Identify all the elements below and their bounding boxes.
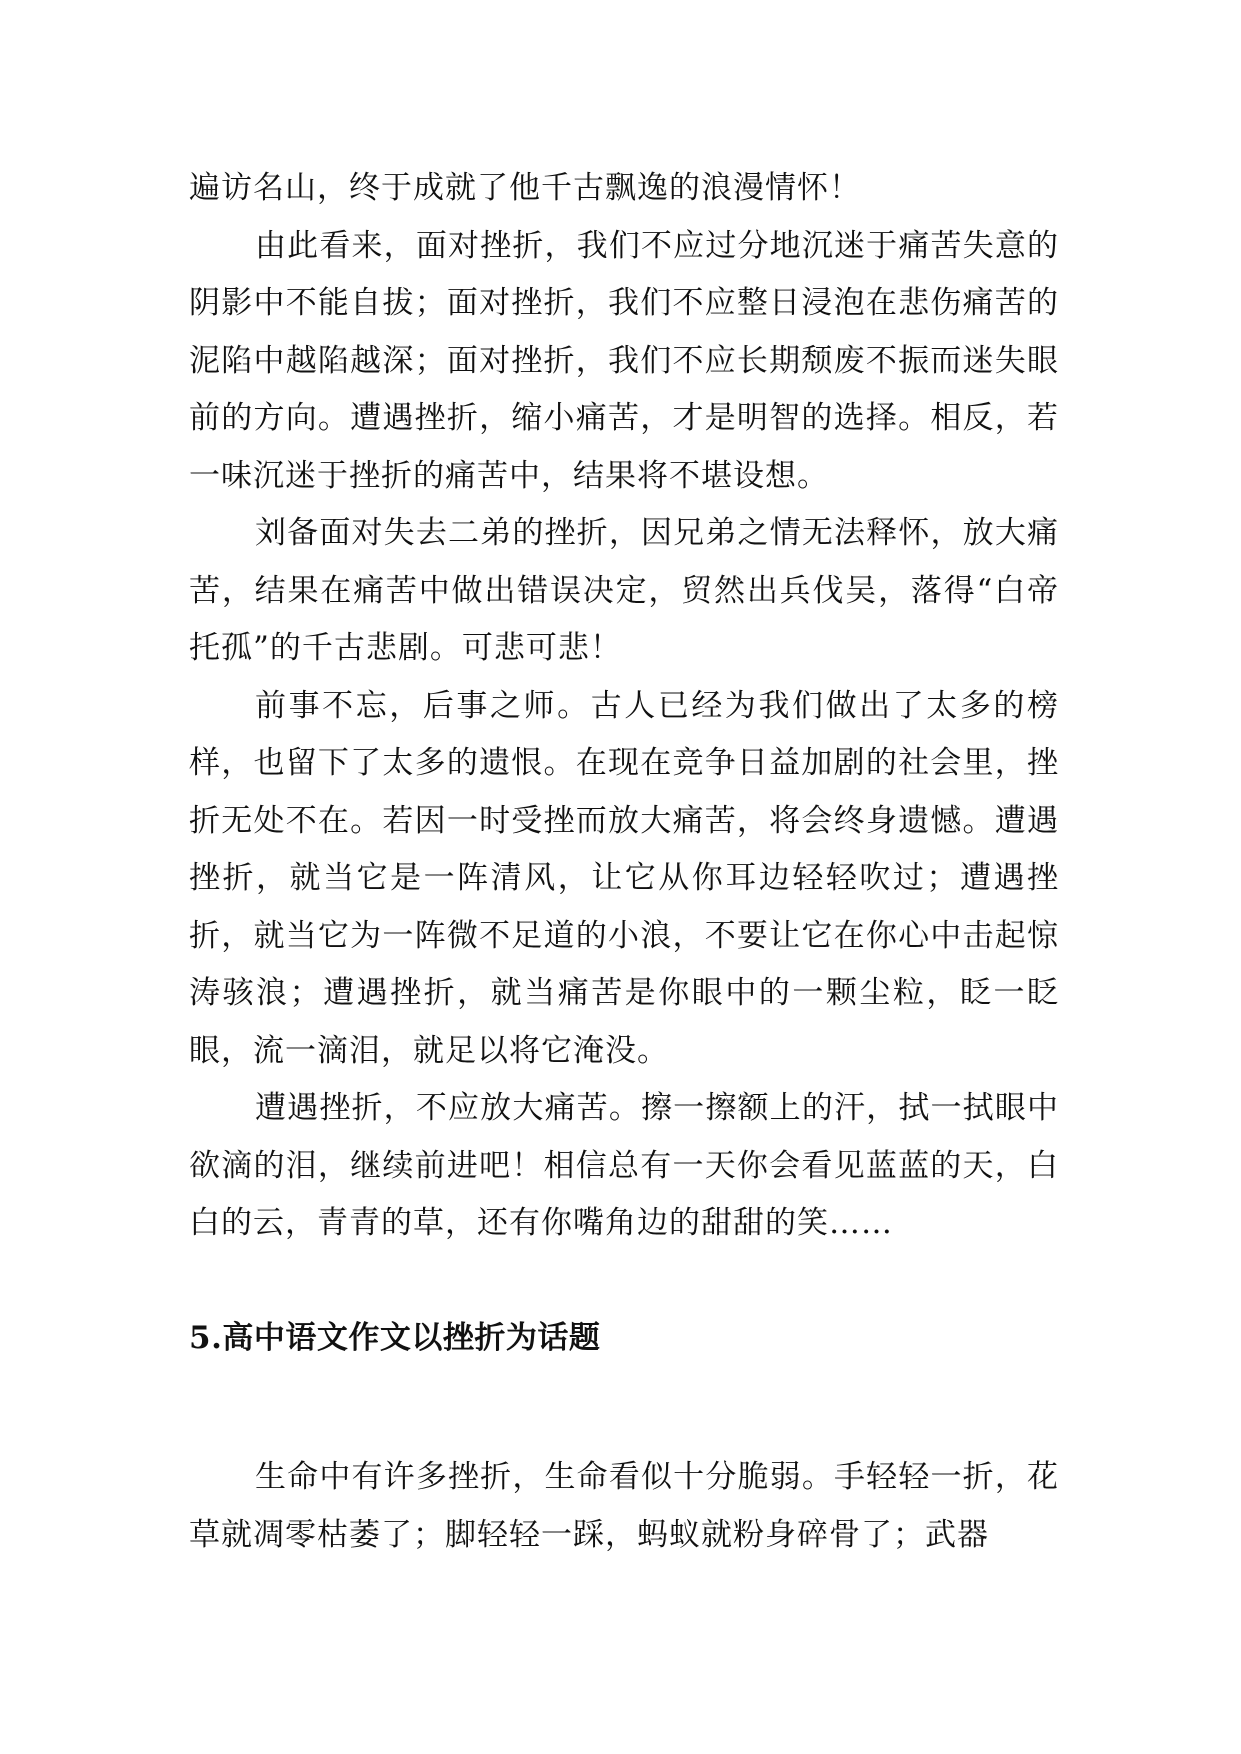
spacer <box>189 1253 1059 1310</box>
paragraph-5: 遭遇挫折，不应放大痛苦。擦一擦额上的汗，拭一拭眼中欲滴的泪，继续前进吧！相信总有一天你会看见蓝蓝的天，白白的云，青青的草，还有你嘴角边的甜甜的笑…… <box>189 1090 1059 1241</box>
document-body <box>189 160 1059 1564</box>
section-heading: 5.高中语文作文以挫折为话题 <box>189 1319 601 1356</box>
paragraph-4: 前事不忘，后事之师。古人已经为我们做出了太多的榜样，也留下了太多的遗恨。在现在竞争日益加剧的社会里，挫折无处不在。若因一时受挫而放大痛苦，将会终身遗憾。遭遇挫折，就当它是一阵清风，让它从你耳边轻轻吹过；遭遇挫折，就当它为一阵微不足道的小浪，不要让它在你心中击起惊涛骇浪；遭遇挫折，就当痛苦是你眼中的一颗尘粒，眨一眨眼，流一滴泪，就足以将它淹没。 <box>189 687 1059 1069</box>
paragraph-1: 遍访名山，终于成就了他千古飘逸的浪漫情怀！ <box>189 170 861 206</box>
paragraph-3: 刘备面对失去二弟的挫折，因兄弟之情无法释怀，放大痛苦，结果在痛苦中做出错误决定，贸然出兵伐吴，落得“白帝托孤”的千古悲剧。可悲可悲！ <box>189 515 1059 666</box>
paragraph-6: 生命中有许多挫折，生命看似十分脆弱。手轻轻一折，花草就凋零枯萎了；脚轻轻一踩，蚂蚁就粉身碎骨了；武器 <box>189 1459 1059 1553</box>
paragraph-2: 由此看来，面对挫折，我们不应过分地沉迷于痛苦失意的阴影中不能自拔；面对挫折，我们不应整日浸泡在悲伤痛苦的泥陷中越陷越深；面对挫折，我们不应长期颓废不振而迷失眼前的方向。遭遇挫折，缩小痛苦，才是明智的选择。相反，若一味沉迷于挫折的痛苦中，结果将不堪设想。 <box>189 227 1059 494</box>
spacer <box>189 1367 1059 1449</box>
